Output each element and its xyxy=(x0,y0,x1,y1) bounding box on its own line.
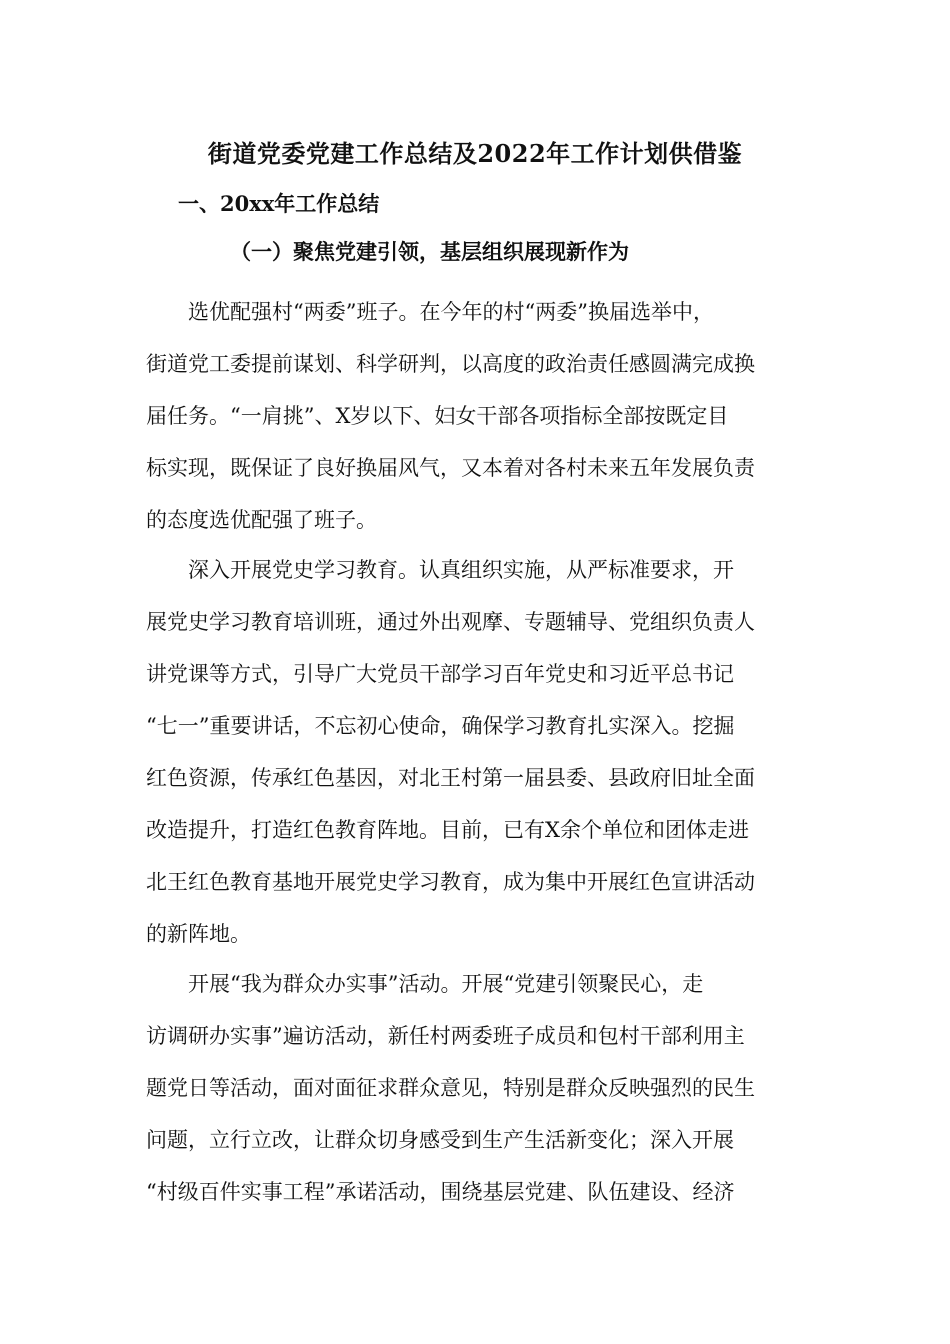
paragraph-line: 题党日等活动，面对面征求群众意见，特别是群众反映强烈的民生 xyxy=(146,1076,755,1100)
paragraph-line: 的态度选优配强了班子。 xyxy=(146,508,377,532)
sub-heading: （一）聚焦党建引领，基层组织展现新作为 xyxy=(230,239,629,264)
section-heading: 一、20xx年工作总结 xyxy=(178,191,380,216)
paragraph-line: 访调研办实事”遍访活动，新任村两委班子成员和包村干部利用主 xyxy=(146,1024,745,1048)
paragraph-line: 红色资源，传承红色基因，对北王村第一届县委、县政府旧址全面 xyxy=(146,766,755,790)
paragraph-line: “七一”重要讲话，不忘初心使命，确保学习教育扎实深入。挖掘 xyxy=(146,714,735,738)
paragraph-line: 届任务。“一肩挑”、X岁以下、妇女干部各项指标全部按既定目 xyxy=(146,404,729,428)
paragraph-line: “村级百件实事工程”承诺活动，围绕基层党建、队伍建设、经济 xyxy=(146,1180,735,1204)
paragraph-line: 标实现，既保证了良好换届风气，又本着对各村未来五年发展负责 xyxy=(146,456,755,480)
paragraph-line: 展党史学习教育培训班，通过外出观摩、专题辅导、党组织负责人 xyxy=(146,610,755,634)
paragraph-line: 选优配强村“两委”班子。在今年的村“两委”换届选举中， xyxy=(146,300,714,324)
paragraph-line: 讲党课等方式，引导广大党员干部学习百年党史和习近平总书记 xyxy=(146,662,734,686)
paragraph-village-committees xyxy=(146,286,826,546)
document-title: 街道党委党建工作总结及2022年工作计划供借鉴 xyxy=(207,139,743,168)
paragraph-line: 的新阵地。 xyxy=(146,922,251,946)
paragraph-line: 街道党工委提前谋划、科学研判，以高度的政治责任感圆满完成换 xyxy=(146,352,755,376)
paragraph-line: 开展“我为群众办实事”活动。开展“党建引领聚民心，走 xyxy=(146,972,704,996)
paragraph-party-history xyxy=(146,544,826,960)
paragraph-line: 北王红色教育基地开展党史学习教育，成为集中开展红色宣讲活动 xyxy=(146,870,755,894)
paragraph-line: 深入开展党史学习教育。认真组织实施，从严标准要求，开 xyxy=(146,558,734,582)
paragraph-practical-matters xyxy=(146,958,826,1218)
paragraph-line: 改造提升，打造红色教育阵地。目前，已有X余个单位和团体走进 xyxy=(146,818,749,842)
paragraph-line: 问题，立行立改，让群众切身感受到生产生活新变化；深入开展 xyxy=(146,1128,734,1152)
